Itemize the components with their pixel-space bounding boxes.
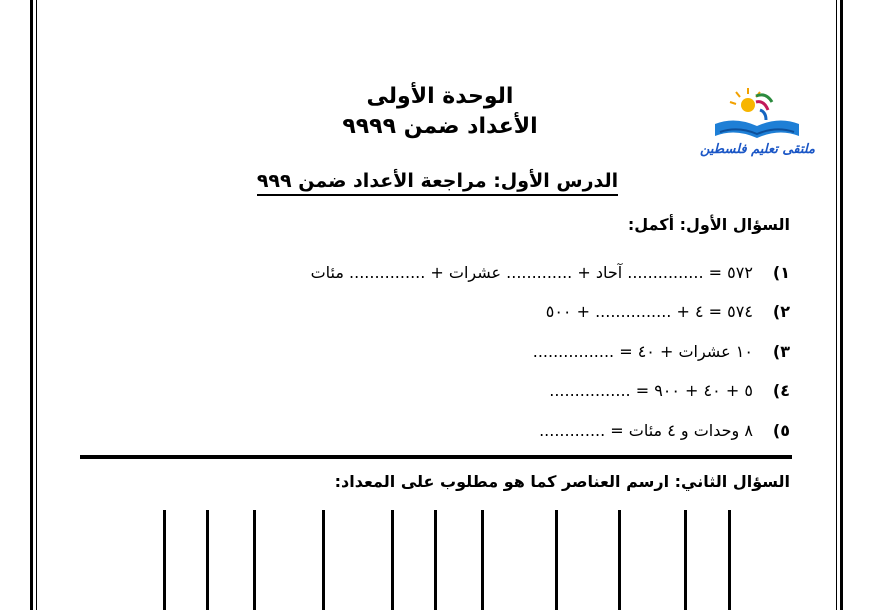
- page-border-right-inner: [836, 0, 837, 610]
- unit-title: الوحدة الأولى: [366, 84, 514, 109]
- abacus-rod: [391, 510, 394, 610]
- abacus-rod: [163, 510, 166, 610]
- section-divider: [80, 455, 792, 459]
- page-border-left: [30, 0, 33, 610]
- question-1-item: [539, 421, 790, 440]
- item-text: ١٠ عشرات + ٤٠ = ................: [532, 342, 753, 361]
- abacus-rod: [555, 510, 558, 610]
- abacus-rod: [206, 510, 209, 610]
- lesson-title: [255, 170, 620, 192]
- logo: [690, 88, 825, 168]
- page-border-right: [840, 0, 843, 610]
- abacus-rod: [684, 510, 687, 610]
- item-number: ١): [772, 263, 790, 282]
- item-text: ٥ + ٤٠ + ٩٠٠ = ................: [549, 381, 753, 400]
- abacus-rod: [481, 510, 484, 610]
- book-sun-icon: [690, 88, 825, 148]
- item-number: ٥): [772, 421, 790, 440]
- abacus-rod: [618, 510, 621, 610]
- question-1-title: السؤال الأول: أكمل:: [627, 215, 790, 234]
- question-1-item: [311, 263, 790, 282]
- item-text: ٨ وحدات و ٤ مئات = .............: [539, 421, 753, 440]
- item-text: ٥٧٢ = ............... آحاد + ............. عشرات + ............... مئات: [310, 263, 753, 282]
- abacus-rod: [322, 510, 325, 610]
- item-number: ٤): [772, 381, 790, 400]
- question-1-item: [549, 381, 790, 400]
- question-1-item: [546, 302, 790, 321]
- unit-subtitle: الأعداد ضمن ٩٩٩٩: [342, 114, 538, 139]
- abacus-rod: [253, 510, 256, 610]
- item-number: ٢): [772, 302, 790, 321]
- abacus-rod: [434, 510, 437, 610]
- page-border-left-inner: [36, 0, 37, 610]
- item-number: ٣): [772, 342, 790, 361]
- item-text: ٥٧٤ = ٤ + ............... + ٥٠٠: [545, 302, 753, 321]
- question-2-title: السؤال الثاني: ارسم العناصر كما هو مطلوب على المعداد:: [334, 472, 790, 491]
- lesson-title-text: الدرس الأول: مراجعة الأعداد ضمن ٩٩٩: [257, 170, 618, 196]
- question-1-item: [533, 342, 790, 361]
- abacus-rod: [728, 510, 731, 610]
- logo-text: ملتقى تعليم فلسطين: [699, 142, 816, 157]
